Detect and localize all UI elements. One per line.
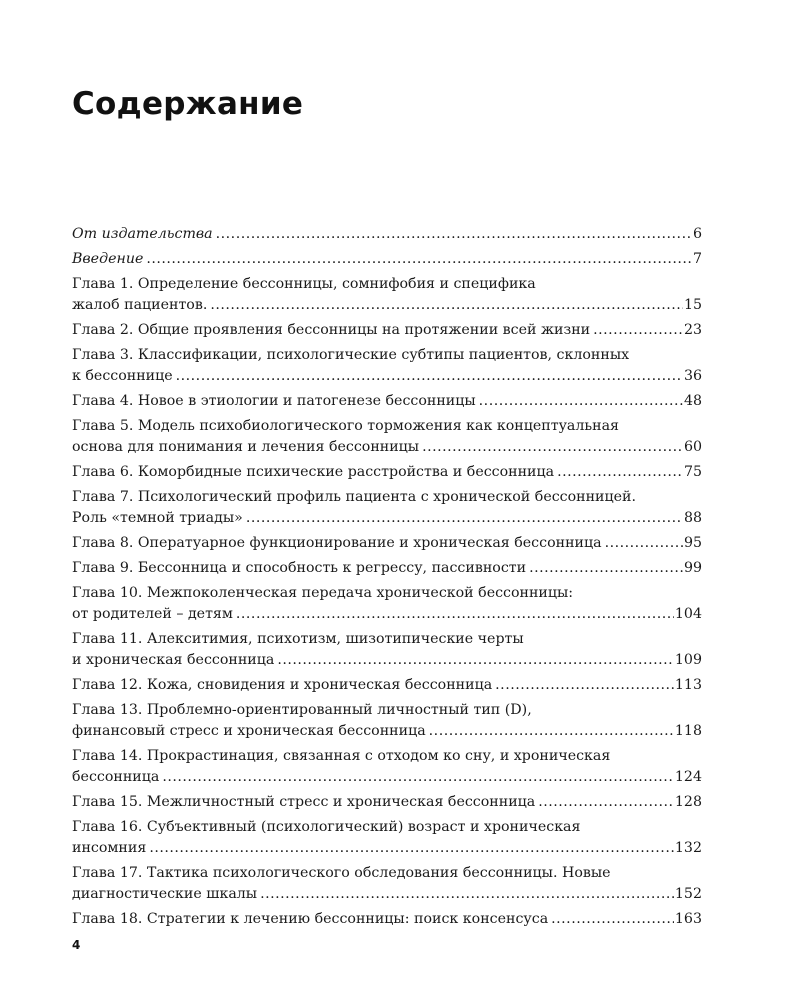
toc-entry[interactable] xyxy=(72,792,702,813)
table-of-contents xyxy=(72,224,702,934)
toc-entry-title-line: Глава 4. Новое в этиологии и патогенезе бессонницы xyxy=(72,393,476,409)
toc-entry-title-line: Глава 2. Общие проявления бессонницы на протяжении всей жизни xyxy=(72,322,591,338)
toc-page-number: 48 xyxy=(683,393,702,409)
dot-leader xyxy=(149,838,674,859)
dot-leader xyxy=(479,391,683,412)
dot-leader xyxy=(146,249,692,270)
dot-leader xyxy=(236,604,674,625)
toc-entry-title-line: Глава 10. Межпоколенческая передача хронической бессонницы: xyxy=(72,585,574,601)
toc-entry-title-line: финансовый стресс и хроническая бессонница xyxy=(72,723,426,739)
toc-entry-title-line: Глава 17. Тактика психологического обследования бессонницы. Новые xyxy=(72,865,611,881)
dot-leader xyxy=(429,721,674,742)
dot-leader xyxy=(495,675,674,696)
dot-leader xyxy=(538,792,674,813)
toc-entry[interactable] xyxy=(72,817,702,859)
toc-entry-title-line: Роль «темной триады» xyxy=(72,510,243,526)
dot-leader xyxy=(176,366,683,387)
toc-entry[interactable] xyxy=(72,487,702,529)
toc-entry[interactable] xyxy=(72,462,702,483)
toc-page-number: 36 xyxy=(683,368,702,384)
toc-entry[interactable] xyxy=(72,558,702,579)
toc-entry[interactable] xyxy=(72,416,702,458)
toc-entry-title-line: Глава 6. Коморбидные психические расстройства и бессонница xyxy=(72,464,555,480)
toc-entry-title-line: Глава 1. Определение бессонницы, сомнифобия и специфика xyxy=(72,276,536,292)
toc-entry-title-line: от родителей – детям xyxy=(72,606,233,622)
page-number: 4 xyxy=(72,938,81,952)
toc-page-number: 6 xyxy=(692,226,702,242)
toc-entry[interactable] xyxy=(72,700,702,742)
toc-page-number: 75 xyxy=(683,464,702,480)
toc-entry-title-line: бессонница xyxy=(72,769,160,785)
toc-entry-title-line: От издательства xyxy=(72,226,213,242)
toc-entry[interactable] xyxy=(72,345,702,387)
toc-entry-title-line: Глава 5. Модель психобиологического торможения как концептуальная xyxy=(72,418,619,434)
toc-entry-title-line: диагностические шкалы xyxy=(72,886,258,902)
toc-entry[interactable] xyxy=(72,391,702,412)
dot-leader xyxy=(277,650,674,671)
toc-page-number: 132 xyxy=(674,840,702,856)
toc-page-number: 104 xyxy=(674,606,702,622)
toc-page-number: 99 xyxy=(683,560,702,576)
dot-leader xyxy=(162,767,674,788)
toc-entry-title-line: Глава 3. Классификации, психологические субтипы пациентов, склонных xyxy=(72,347,630,363)
toc-entry-title-line: Глава 14. Прокрастинация, связанная с отходом ко сну, и хроническая xyxy=(72,748,611,764)
dot-leader xyxy=(260,884,674,905)
dot-leader xyxy=(216,224,692,245)
toc-entry-title-line: Глава 8. Оператуарное функционирование и хроническая бессонница xyxy=(72,535,602,551)
toc-entry-title-line: Введение xyxy=(72,251,144,267)
toc-page-number: 95 xyxy=(683,535,702,551)
toc-page-number: 15 xyxy=(683,297,702,313)
dot-leader xyxy=(246,508,683,529)
toc-entry-title-line: жалоб пациентов. xyxy=(72,297,208,313)
toc-page-number: 109 xyxy=(674,652,702,668)
dot-leader xyxy=(551,909,674,930)
dot-leader xyxy=(593,320,683,341)
toc-entry-title-line: Глава 12. Кожа, сновидения и хроническая бессонница xyxy=(72,677,493,693)
toc-entry[interactable] xyxy=(72,249,702,270)
dot-leader xyxy=(210,295,683,316)
toc-entry-title-line: Глава 16. Субъективный (психологический) возраст и хроническая xyxy=(72,819,581,835)
toc-entry[interactable] xyxy=(72,746,702,788)
toc-entry[interactable] xyxy=(72,320,702,341)
toc-entry-title-line: Глава 9. Бессонница и способность к регрессу, пассивности xyxy=(72,560,527,576)
toc-entry[interactable] xyxy=(72,224,702,245)
toc-page-number: 113 xyxy=(674,677,702,693)
toc-page-number: 118 xyxy=(674,723,702,739)
toc-entry[interactable] xyxy=(72,909,702,930)
toc-entry-title-line: к бессоннице xyxy=(72,368,173,384)
toc-entry-title-line: Глава 7. Психологический профиль пациента с хронической бессонницей. xyxy=(72,489,637,505)
toc-page-number: 128 xyxy=(674,794,702,810)
toc-entry[interactable] xyxy=(72,863,702,905)
toc-page-number: 152 xyxy=(674,886,702,902)
toc-entry-title-line: основа для понимания и лечения бессонницы xyxy=(72,439,420,455)
dot-leader xyxy=(557,462,683,483)
toc-page-number: 124 xyxy=(674,769,702,785)
toc-entry[interactable] xyxy=(72,629,702,671)
toc-entry-title-line: Глава 13. Проблемно-ориентированный личностный тип (D), xyxy=(72,702,532,718)
toc-entry[interactable] xyxy=(72,533,702,554)
toc-entry-title-line: Глава 15. Межличностный стресс и хроническая бессонница xyxy=(72,794,536,810)
dot-leader xyxy=(422,437,683,458)
toc-entry[interactable] xyxy=(72,274,702,316)
toc-entry-title-line: инсомния xyxy=(72,840,147,856)
toc-entry[interactable] xyxy=(72,583,702,625)
page-title: Содержание xyxy=(72,86,304,122)
toc-page-number: 7 xyxy=(692,251,702,267)
dot-leader xyxy=(529,558,683,579)
toc-page-number: 23 xyxy=(683,322,702,338)
toc-entry-title-line: Глава 11. Алекситимия, психотизм, шизотипические черты xyxy=(72,631,524,647)
toc-entry-title-line: Глава 18. Стратегии к лечению бессонницы: поиск консенсуса xyxy=(72,911,549,927)
dot-leader xyxy=(605,533,683,554)
toc-entry[interactable] xyxy=(72,675,702,696)
toc-page-number: 163 xyxy=(674,911,702,927)
toc-entry-title-line: и хроническая бессонница xyxy=(72,652,275,668)
toc-page-number: 88 xyxy=(683,510,702,526)
toc-page-number: 60 xyxy=(683,439,702,455)
